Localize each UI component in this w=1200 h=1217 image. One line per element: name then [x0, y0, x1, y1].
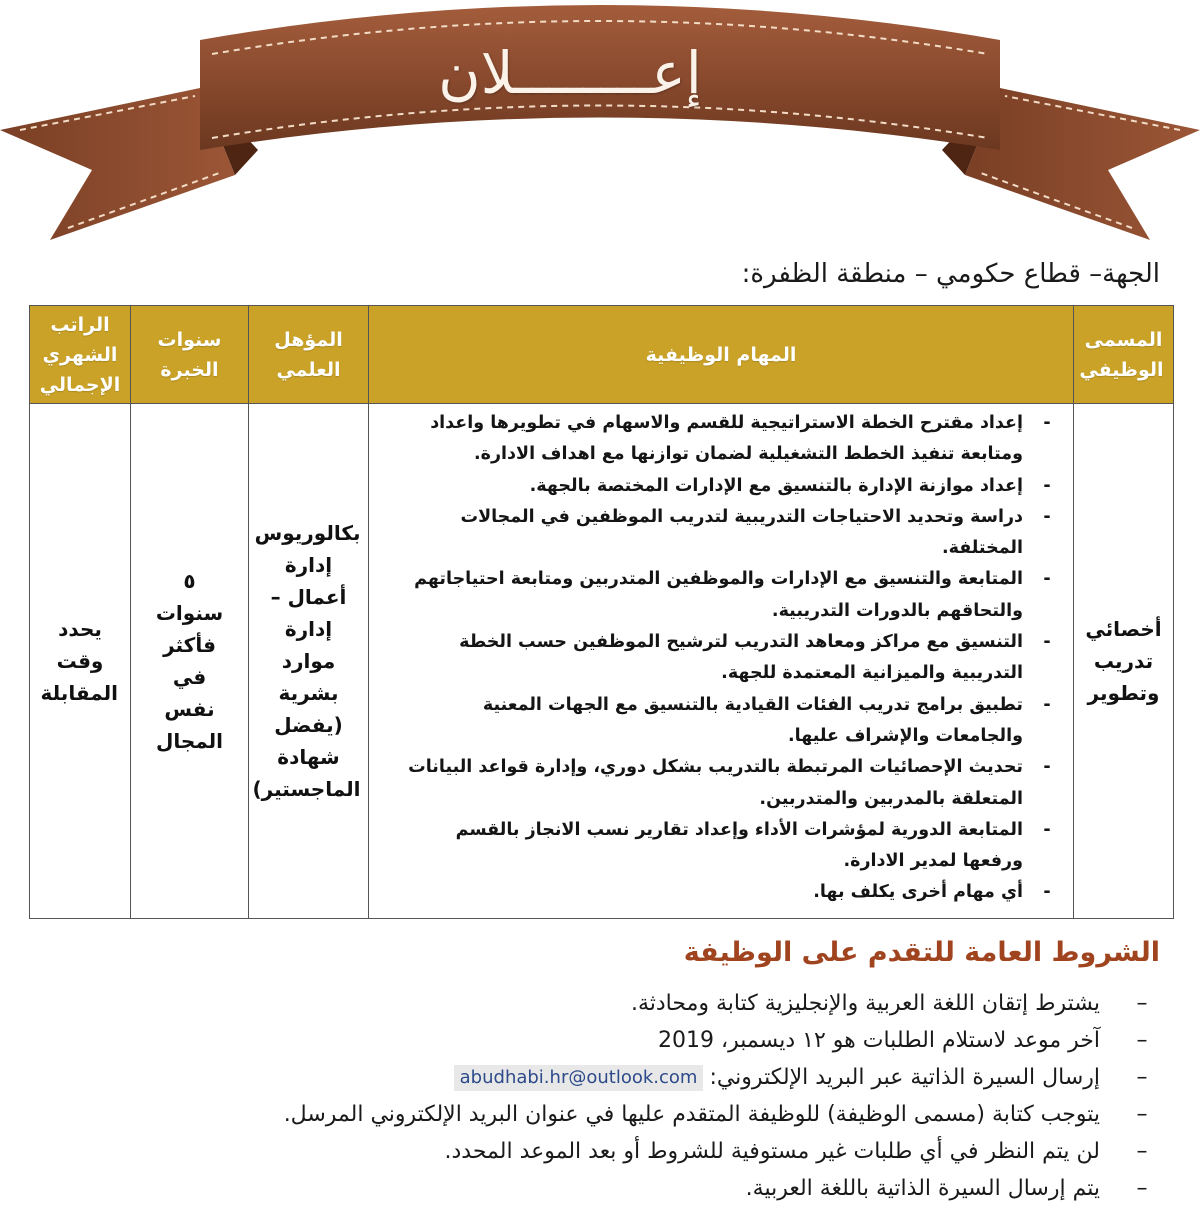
experience-cell: ٥ سنوات فأكثر في نفس المجال — [131, 404, 249, 919]
tasks-list — [369, 408, 1073, 909]
condition-item: – آخر موعد لاستلام الطلبات هو ١٢ ديسمبر، 2019 — [658, 1028, 1148, 1053]
task-item: - التنسيق مع مراكز ومعاهد التدريب لترشيح الموظفين حسب الخطة التدريبية والميزانية المعتمدة للجهة. — [459, 632, 1051, 684]
conditions-title: الشروط العامة للتقدم على الوظيفة — [683, 937, 1160, 968]
task-item: - تحديث الإحصائيات المرتبطة بالتدريب بشكل دوري، وإدارة قواعد البيانات المتعلقة بالمدربين والمتدربين. — [408, 757, 1051, 809]
job-table — [29, 305, 1174, 919]
condition-item: – يتم إرسال السيرة الذاتية باللغة العربية. — [745, 1176, 1148, 1201]
task-item: - المتابعة والتنسيق مع الإدارات والموظفين المتدربين ومتابعة احتياجاتهم والتحاقهم بالدورات التدريبية. — [414, 569, 1051, 621]
header-experience: سنوات الخبرة — [131, 306, 249, 404]
header-qualification: المؤهل العلمي — [249, 306, 369, 404]
condition-item: – يشترط إتقان اللغة العربية والإنجليزية كتابة ومحادثة. — [630, 991, 1148, 1016]
condition-item: – يتوجب كتابة (مسمى الوظيفة) للوظيفة المتقدم عليها في عنوان البريد الإلكتروني المرسل. — [283, 1102, 1148, 1127]
task-item: - دراسة وتحديد الاحتياجات التدريبية لتدريب الموظفين في المجالات المختلفة. — [460, 506, 1051, 559]
job-title-cell: أخصائي تدريب وتطوير — [1074, 404, 1174, 919]
task-item: - إعداد موازنة الإدارة بالتنسيق مع الإدارات المختصة بالجهة. — [529, 475, 1051, 496]
task-item: - أي مهام أخرى يكلف بها. — [813, 882, 1051, 903]
header-job-title: المسمى الوظيفي — [1074, 306, 1174, 404]
table-row — [30, 404, 1174, 919]
table-header-row — [30, 306, 1174, 404]
salary-cell: يحدد وقت المقابلة — [30, 404, 131, 919]
banner-title: إعــــــــلان — [438, 39, 702, 107]
qualification-cell: بكالوريوس إدارة أعمال – إدارة موارد بشرية (يفضل شهادة الماجستير) — [249, 404, 369, 919]
conditions-list — [40, 985, 1160, 1207]
task-item: - المتابعة الدورية لمؤشرات الأداء وإعداد تقارير نسب الانجاز بالقسم ورفعها لمدير الادارة. — [455, 819, 1051, 872]
header-tasks: المهام الوظيفية — [369, 306, 1074, 404]
tasks-cell — [369, 404, 1074, 919]
entity-line: الجهة– قطاع حكومي – منطقة الظفرة: — [741, 259, 1160, 289]
condition-item: – إرسال السيرة الذاتية عبر البريد الإلكتروني:abudhabi.hr@outlook.com — [40, 1059, 1160, 1096]
task-item: - تطبيق برامج تدريب الفئات القيادية بالتنسيق مع الجهات المعنية والجامعات والإشراف عليها. — [482, 694, 1051, 746]
email-link[interactable]: abudhabi.hr@outlook.com — [454, 1065, 704, 1091]
condition-item: – لن يتم النظر في أي طلبات غير مستوفية للشروط أو بعد الموعد المحدد. — [444, 1139, 1148, 1164]
header-salary: الراتب الشهري الإجمالي — [30, 306, 131, 404]
task-item: - إعداد مقترح الخطة الاستراتيجية للقسم والاسهام في تطويرها واعداد ومتابعة تنفيذ الخطط التشغيلية لضمان توازنها مع اهداف الادارة. — [430, 413, 1051, 465]
